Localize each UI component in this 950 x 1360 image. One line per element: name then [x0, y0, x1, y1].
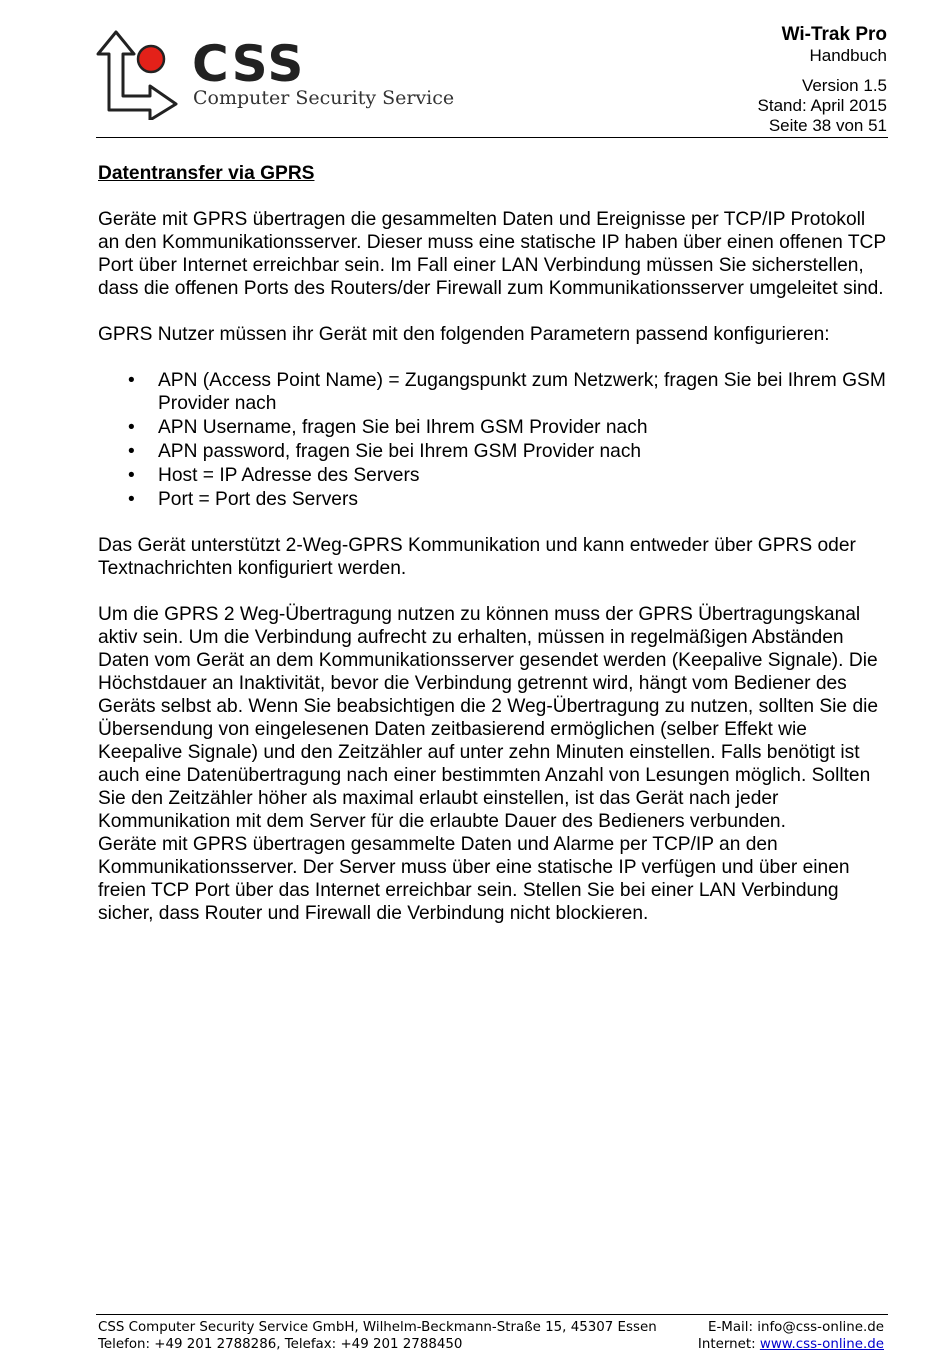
- company-logo: [96, 28, 456, 120]
- logo-text: CSS: [192, 35, 306, 93]
- page-footer: [98, 1319, 884, 1353]
- product-name: Wi-Trak Pro: [781, 24, 887, 45]
- bullet-icon: •: [128, 489, 135, 510]
- list-item: • APN (Access Point Name) = Zugangspunkt zum Netzwerk; fragen Sie bei Ihrem GSM Provider nach: [128, 370, 886, 414]
- footer-divider: [96, 1314, 888, 1315]
- bullet-icon: •: [128, 417, 135, 438]
- bullet-icon: •: [128, 370, 135, 391]
- document-version: Version 1.5: [801, 76, 887, 95]
- list-item: • APN password, fragen Sie bei Ihrem GSM Provider nach: [128, 441, 642, 462]
- list-item: • Port = Port des Servers: [128, 489, 358, 510]
- list-item: • APN Username, fragen Sie bei Ihrem GSM Provider nach: [128, 417, 648, 438]
- bullet-icon: •: [128, 465, 135, 486]
- parameter-list: [98, 369, 888, 511]
- bullet-icon: •: [128, 441, 135, 462]
- document-type: Handbuch: [809, 46, 887, 65]
- logo-red-dot-icon: [138, 46, 164, 72]
- header-divider: [96, 137, 888, 138]
- paragraph-keepalive: Um die GPRS 2 Weg-Übertragung nutzen zu können muss der GPRS Übertragungskanal aktiv sein. Um die Verbindung aufrecht zu erhalten, müssen in regelmäßigen Abständen Daten vom Gerät an dem Kommunikationsserver gesendet werden (Keepalive Signale). Die Höchstdauer an Inaktivität, bevor die Verbindung getrennt wird, hängt vom Bediener des Geräts selbst ab. Wenn Sie beabsichtigen die 2 Weg-Übertragung zu nutzen, sollten Sie die Übersendung von eingelesenen Daten zeitbasierend ermöglichen (selber Effekt wie Keepalive Signale) und den Zeitzähler auf unter zehn Minuten einstellen. Falls benötigt ist auch eine Datenübertragung nach einer bestimmten Anzahl von Lesungen möglich. Sollten Sie den Zeitzähler höher als maximal erlaubt einstellen, ist das Gerät nach jeder Kommunikation mit dem Server für die erlaubte Dauer des Bedieners verbunden.: [98, 604, 879, 832]
- paragraph-intro: Geräte mit GPRS übertragen die gesammelten Daten und Ereignisse per TCP/IP Protokoll an den Kommunikationsserver. Dieser muss eine statische IP haben über einen offenen TCP Port über Internet erreichbar sein. Im Fall einer LAN Verbindung müssen Sie sicherstellen, dass die offenen Ports des Routers/der Firewall zum Kommunikationsserver umgeleitet sind.: [98, 209, 886, 299]
- website-link[interactable]: www.css-online.de: [759, 1337, 884, 1352]
- paragraph-config: GPRS Nutzer müssen ihr Gerät mit den folgenden Parametern passend konfigurieren:: [98, 324, 830, 345]
- page-number: Seite 38 von 51: [768, 116, 887, 135]
- page-content: [98, 162, 888, 948]
- section-heading: Datentransfer via GPRS: [98, 163, 315, 184]
- footer-email: E-Mail: info@css-online.de: [707, 1320, 884, 1335]
- list-item: • Host = IP Adresse des Servers: [128, 465, 420, 486]
- footer-phone: Telefon: +49 201 2788286, Telefax: +49 201 2788450: [98, 1337, 463, 1352]
- footer-internet: Internet: www.css-online.de: [697, 1337, 884, 1352]
- logo-subtext: Computer Security Service: [193, 87, 455, 109]
- footer-company: CSS Computer Security Service GmbH, Wilhelm-Beckmann-Straße 15, 45307 Essen: [98, 1320, 657, 1335]
- paragraph-server: Geräte mit GPRS übertragen gesammelte Daten und Alarme per TCP/IP an den Kommunikationsserver. Der Server muss über eine statische IP verfügen und über einen freien TCP Port über das Internet erreichbar sein. Stellen Sie bei einer LAN Verbindung sicher, dass Router und Firewall die Verbindung nicht blockieren.: [98, 834, 850, 924]
- document-date: Stand: April 2015: [757, 96, 887, 115]
- logo-arrow-icon: [98, 32, 176, 120]
- paragraph-two-way: Das Gerät unterstützt 2-Weg-GPRS Kommunikation und kann entweder über GPRS oder Textnachrichten konfiguriert werden.: [98, 535, 856, 579]
- document-meta: [758, 24, 887, 136]
